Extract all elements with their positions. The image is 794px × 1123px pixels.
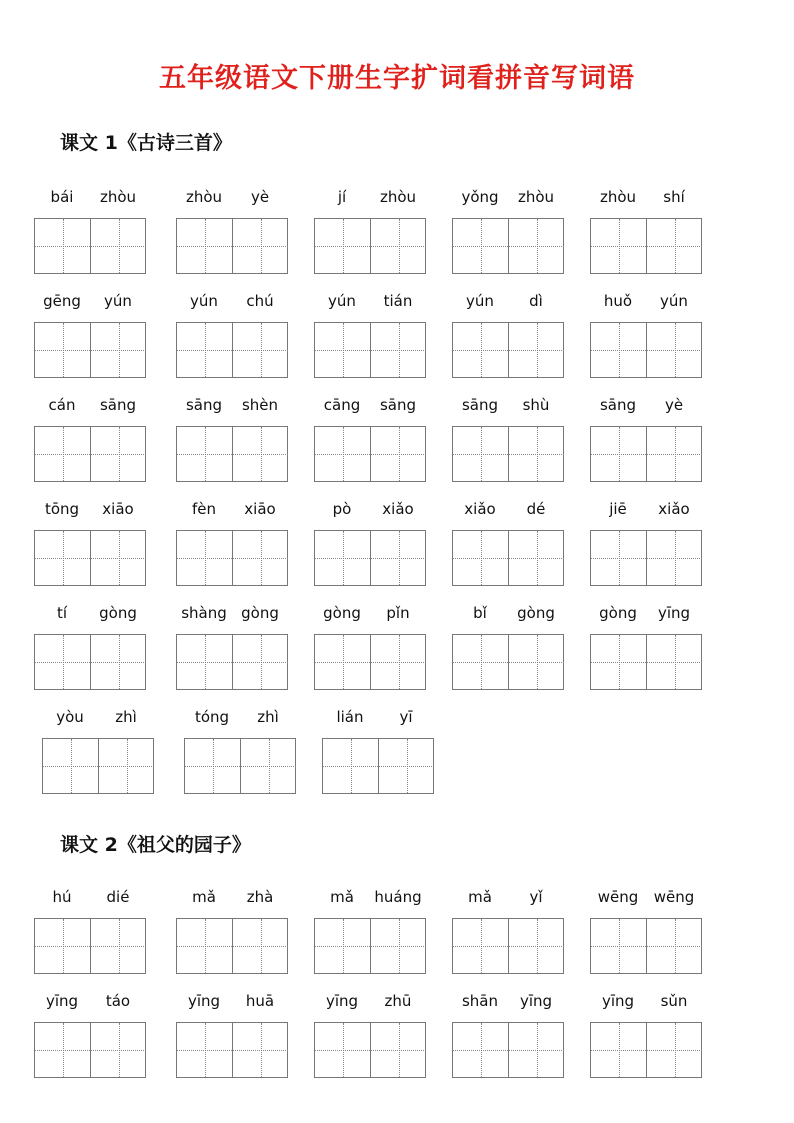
tianzige-cell[interactable] — [240, 739, 296, 793]
pinyin-row — [176, 888, 288, 910]
tianzige-cell[interactable] — [232, 531, 288, 585]
pinyin-syllable: mǎ — [468, 888, 492, 906]
pinyin-row — [314, 396, 426, 418]
tianzige-cell[interactable] — [177, 323, 232, 377]
tianzige-cell[interactable] — [453, 427, 508, 481]
tianzige-cell[interactable] — [315, 219, 370, 273]
tianzige-cell[interactable] — [323, 739, 378, 793]
word-item — [322, 708, 434, 798]
pinyin-syllable: yǐ — [529, 888, 543, 906]
pinyin-syllable: dé — [526, 500, 546, 518]
tianzige-cell[interactable] — [177, 427, 232, 481]
word-item — [590, 396, 702, 486]
word-item — [34, 188, 146, 278]
pinyin-syllable: yún — [466, 292, 494, 310]
pinyin-syllable: sāng — [185, 396, 223, 414]
word-item — [176, 188, 288, 278]
lesson-heading: 课文 1《古诗三首》 — [60, 132, 232, 154]
pinyin-syllable: gòng — [323, 604, 361, 622]
writing-boxes[interactable] — [176, 634, 288, 690]
writing-boxes[interactable] — [184, 738, 296, 794]
word-item — [314, 292, 426, 382]
writing-boxes[interactable] — [452, 218, 564, 274]
pinyin-row — [34, 888, 146, 910]
tianzige-cell[interactable] — [646, 323, 702, 377]
pinyin-syllable: zhòu — [185, 188, 223, 206]
tianzige-cell[interactable] — [177, 219, 232, 273]
tianzige-cell[interactable] — [232, 427, 288, 481]
writing-boxes[interactable] — [176, 530, 288, 586]
pinyin-syllable: dì — [529, 292, 543, 310]
pinyin-syllable: yīng — [657, 604, 691, 622]
pinyin-syllable: shàng — [181, 604, 227, 622]
tianzige-cell[interactable] — [508, 427, 564, 481]
pinyin-row — [322, 708, 434, 730]
tianzige-cell[interactable] — [591, 427, 646, 481]
tianzige-cell[interactable] — [453, 323, 508, 377]
pinyin-syllable: sāng — [599, 396, 637, 414]
writing-boxes[interactable] — [34, 634, 146, 690]
tianzige-cell[interactable] — [591, 919, 646, 973]
tianzige-cell[interactable] — [315, 635, 370, 689]
pinyin-row — [176, 188, 288, 210]
word-item — [452, 188, 564, 278]
pinyin-syllable: xiǎo — [382, 500, 414, 518]
pinyin-syllable: tóng — [194, 708, 230, 726]
tianzige-cell[interactable] — [35, 219, 90, 273]
writing-boxes[interactable] — [34, 918, 146, 974]
word-item — [34, 604, 146, 694]
pinyin-syllable: xiǎo — [464, 500, 496, 518]
writing-boxes[interactable] — [34, 322, 146, 378]
pinyin-row — [590, 888, 702, 910]
pinyin-row — [590, 292, 702, 314]
tianzige-cell[interactable] — [90, 1023, 146, 1077]
word-item — [184, 708, 296, 798]
tianzige-cell[interactable] — [232, 919, 288, 973]
tianzige-cell[interactable] — [43, 739, 98, 793]
tianzige-cell[interactable] — [591, 531, 646, 585]
tianzige-cell[interactable] — [508, 635, 564, 689]
writing-boxes[interactable] — [452, 1022, 564, 1078]
pinyin-row — [590, 992, 702, 1014]
pinyin-syllable: yún — [190, 292, 218, 310]
tianzige-cell[interactable] — [591, 323, 646, 377]
tianzige-cell[interactable] — [370, 427, 426, 481]
pinyin-syllable: zhòu — [99, 188, 137, 206]
word-item — [34, 888, 146, 978]
pinyin-row — [34, 292, 146, 314]
tianzige-cell[interactable] — [378, 739, 434, 793]
writing-boxes[interactable] — [322, 738, 434, 794]
writing-boxes[interactable] — [314, 426, 426, 482]
tianzige-cell[interactable] — [591, 219, 646, 273]
writing-boxes[interactable] — [590, 1022, 702, 1078]
pinyin-syllable: táo — [105, 992, 131, 1010]
word-item — [590, 500, 702, 590]
pinyin-row — [452, 292, 564, 314]
pinyin-syllable: cán — [48, 396, 76, 414]
pinyin-row — [452, 992, 564, 1014]
tianzige-cell[interactable] — [35, 531, 90, 585]
writing-boxes[interactable] — [314, 530, 426, 586]
pinyin-syllable: pǐn — [386, 604, 410, 622]
pinyin-syllable: zhì — [257, 708, 279, 726]
tianzige-cell[interactable] — [370, 1023, 426, 1077]
tianzige-cell[interactable] — [646, 531, 702, 585]
word-item — [176, 292, 288, 382]
pinyin-syllable: zhòu — [379, 188, 417, 206]
tianzige-cell[interactable] — [646, 1023, 702, 1077]
pinyin-row — [176, 992, 288, 1014]
pinyin-syllable: yīng — [325, 992, 359, 1010]
pinyin-row — [314, 888, 426, 910]
pinyin-row — [176, 292, 288, 314]
pinyin-syllable: yòu — [56, 708, 84, 726]
word-item — [42, 708, 154, 798]
writing-boxes[interactable] — [34, 218, 146, 274]
pinyin-row — [34, 500, 146, 522]
word-item — [590, 992, 702, 1082]
pinyin-syllable: gòng — [99, 604, 137, 622]
pinyin-row — [452, 888, 564, 910]
pinyin-syllable: gòng — [241, 604, 279, 622]
tianzige-cell[interactable] — [508, 531, 564, 585]
pinyin-syllable: wēng — [597, 888, 639, 906]
tianzige-cell[interactable] — [646, 427, 702, 481]
tianzige-cell[interactable] — [98, 739, 154, 793]
writing-boxes[interactable] — [590, 918, 702, 974]
tianzige-cell[interactable] — [232, 1023, 288, 1077]
pinyin-syllable: shí — [663, 188, 685, 206]
word-item — [176, 604, 288, 694]
pinyin-syllable: hú — [52, 888, 72, 906]
pinyin-syllable: dié — [106, 888, 130, 906]
pinyin-syllable: pò — [332, 500, 352, 518]
pinyin-syllable: tián — [383, 292, 413, 310]
writing-boxes[interactable] — [42, 738, 154, 794]
word-item — [452, 604, 564, 694]
tianzige-cell[interactable] — [370, 635, 426, 689]
pinyin-syllable: sǔn — [660, 992, 688, 1010]
writing-boxes[interactable] — [176, 1022, 288, 1078]
pinyin-syllable: huā — [245, 992, 275, 1010]
pinyin-row — [176, 604, 288, 626]
tianzige-cell[interactable] — [35, 427, 90, 481]
writing-boxes[interactable] — [590, 634, 702, 690]
tianzige-cell[interactable] — [177, 1023, 232, 1077]
word-item — [452, 396, 564, 486]
pinyin-syllable: yīng — [187, 992, 221, 1010]
tianzige-cell[interactable] — [232, 323, 288, 377]
pinyin-row — [452, 500, 564, 522]
lesson-heading: 课文 2《祖父的园子》 — [60, 834, 251, 856]
pinyin-syllable: wēng — [653, 888, 695, 906]
pinyin-syllable: yún — [104, 292, 132, 310]
tianzige-cell[interactable] — [453, 919, 508, 973]
word-item — [590, 292, 702, 382]
writing-boxes[interactable] — [452, 918, 564, 974]
pinyin-syllable: yǒng — [461, 188, 499, 206]
writing-boxes[interactable] — [314, 1022, 426, 1078]
pinyin-syllable: cāng — [323, 396, 361, 414]
word-item — [314, 992, 426, 1082]
pinyin-row — [314, 992, 426, 1014]
word-item — [314, 888, 426, 978]
pinyin-syllable: xiǎo — [658, 500, 690, 518]
pinyin-row — [34, 396, 146, 418]
tianzige-cell[interactable] — [177, 919, 232, 973]
pinyin-syllable: tōng — [44, 500, 80, 518]
tianzige-cell[interactable] — [90, 635, 146, 689]
pinyin-syllable: shān — [461, 992, 499, 1010]
pinyin-row — [314, 604, 426, 626]
writing-boxes[interactable] — [590, 218, 702, 274]
pinyin-syllable: yè — [664, 396, 684, 414]
pinyin-syllable: gēng — [43, 292, 81, 310]
pinyin-syllable: xiāo — [102, 500, 134, 518]
writing-boxes[interactable] — [176, 218, 288, 274]
pinyin-syllable: chú — [246, 292, 274, 310]
writing-boxes[interactable] — [314, 634, 426, 690]
pinyin-syllable: yīng — [519, 992, 553, 1010]
writing-boxes[interactable] — [314, 918, 426, 974]
writing-boxes[interactable] — [452, 426, 564, 482]
pinyin-syllable: yún — [328, 292, 356, 310]
pinyin-row — [590, 604, 702, 626]
tianzige-cell[interactable] — [646, 635, 702, 689]
pinyin-syllable: jiē — [609, 500, 627, 518]
word-item — [452, 888, 564, 978]
tianzige-cell[interactable] — [90, 427, 146, 481]
pinyin-syllable: lián — [336, 708, 364, 726]
tianzige-cell[interactable] — [508, 919, 564, 973]
tianzige-cell[interactable] — [315, 427, 370, 481]
writing-boxes[interactable] — [34, 426, 146, 482]
tianzige-cell[interactable] — [315, 531, 370, 585]
word-item — [590, 188, 702, 278]
pinyin-syllable: sāng — [379, 396, 417, 414]
pinyin-syllable: zhòu — [517, 188, 555, 206]
pinyin-syllable: huǒ — [603, 292, 633, 310]
writing-boxes[interactable] — [452, 634, 564, 690]
pinyin-row — [34, 992, 146, 1014]
pinyin-syllable: huáng — [374, 888, 422, 906]
word-item — [34, 500, 146, 590]
writing-boxes[interactable] — [34, 530, 146, 586]
word-item — [176, 992, 288, 1082]
word-item — [452, 992, 564, 1082]
pinyin-syllable: gòng — [599, 604, 637, 622]
tianzige-cell[interactable] — [453, 635, 508, 689]
pinyin-syllable: yī — [399, 708, 413, 726]
pinyin-row — [176, 396, 288, 418]
word-item — [590, 604, 702, 694]
word-item — [590, 888, 702, 978]
tianzige-cell[interactable] — [591, 635, 646, 689]
tianzige-cell[interactable] — [315, 1023, 370, 1077]
pinyin-syllable: yīng — [601, 992, 635, 1010]
word-item — [314, 396, 426, 486]
tianzige-cell[interactable] — [232, 635, 288, 689]
tianzige-cell[interactable] — [35, 919, 90, 973]
tianzige-cell[interactable] — [185, 739, 240, 793]
pinyin-syllable: fèn — [191, 500, 217, 518]
word-item — [34, 992, 146, 1082]
word-item — [176, 396, 288, 486]
pinyin-row — [314, 292, 426, 314]
pinyin-row — [590, 500, 702, 522]
pinyin-row — [314, 188, 426, 210]
pinyin-syllable: yè — [250, 188, 270, 206]
pinyin-syllable: yīng — [45, 992, 79, 1010]
writing-boxes[interactable] — [314, 322, 426, 378]
tianzige-cell[interactable] — [177, 635, 232, 689]
tianzige-cell[interactable] — [453, 531, 508, 585]
word-item — [34, 396, 146, 486]
tianzige-cell[interactable] — [177, 531, 232, 585]
pinyin-row — [34, 188, 146, 210]
tianzige-cell[interactable] — [35, 1023, 90, 1077]
word-item — [314, 500, 426, 590]
tianzige-cell[interactable] — [90, 919, 146, 973]
tianzige-cell[interactable] — [90, 219, 146, 273]
pinyin-syllable: bǐ — [473, 604, 487, 622]
pinyin-syllable: mǎ — [330, 888, 354, 906]
writing-boxes[interactable] — [452, 530, 564, 586]
tianzige-cell[interactable] — [508, 1023, 564, 1077]
writing-boxes[interactable] — [452, 322, 564, 378]
word-item — [176, 500, 288, 590]
pinyin-row — [452, 188, 564, 210]
tianzige-cell[interactable] — [646, 219, 702, 273]
word-item — [34, 292, 146, 382]
tianzige-cell[interactable] — [453, 1023, 508, 1077]
pinyin-syllable: zhì — [115, 708, 137, 726]
pinyin-syllable: xiāo — [244, 500, 276, 518]
tianzige-cell[interactable] — [232, 219, 288, 273]
writing-boxes[interactable] — [590, 426, 702, 482]
pinyin-syllable: sāng — [99, 396, 137, 414]
pinyin-syllable: tí — [56, 604, 68, 622]
pinyin-row — [42, 708, 154, 730]
pinyin-row — [590, 396, 702, 418]
page-title: 五年级语文下册生字扩词看拼音写词语 — [159, 63, 635, 94]
pinyin-syllable: zhū — [384, 992, 412, 1010]
tianzige-cell[interactable] — [508, 323, 564, 377]
writing-boxes[interactable] — [176, 322, 288, 378]
pinyin-row — [34, 604, 146, 626]
pinyin-syllable: jí — [337, 188, 347, 206]
tianzige-cell[interactable] — [315, 919, 370, 973]
tianzige-cell[interactable] — [370, 919, 426, 973]
pinyin-syllable: bái — [50, 188, 74, 206]
word-item — [314, 604, 426, 694]
pinyin-syllable: zhà — [246, 888, 274, 906]
tianzige-cell[interactable] — [508, 219, 564, 273]
pinyin-syllable: sāng — [461, 396, 499, 414]
writing-boxes[interactable] — [34, 1022, 146, 1078]
pinyin-row — [314, 500, 426, 522]
word-item — [176, 888, 288, 978]
pinyin-row — [452, 604, 564, 626]
pinyin-row — [590, 188, 702, 210]
word-item — [452, 292, 564, 382]
tianzige-cell[interactable] — [453, 219, 508, 273]
writing-boxes[interactable] — [590, 322, 702, 378]
tianzige-cell[interactable] — [315, 323, 370, 377]
tianzige-cell[interactable] — [370, 323, 426, 377]
tianzige-cell[interactable] — [90, 323, 146, 377]
tianzige-cell[interactable] — [35, 323, 90, 377]
writing-boxes[interactable] — [590, 530, 702, 586]
pinyin-syllable: zhòu — [599, 188, 637, 206]
word-item — [314, 188, 426, 278]
tianzige-cell[interactable] — [90, 531, 146, 585]
tianzige-cell[interactable] — [35, 635, 90, 689]
pinyin-row — [176, 500, 288, 522]
pinyin-row — [452, 396, 564, 418]
pinyin-syllable: mǎ — [192, 888, 216, 906]
pinyin-syllable: yún — [660, 292, 688, 310]
writing-boxes[interactable] — [176, 426, 288, 482]
pinyin-row — [184, 708, 296, 730]
writing-boxes[interactable] — [176, 918, 288, 974]
pinyin-syllable: shèn — [241, 396, 279, 414]
pinyin-syllable: gòng — [517, 604, 555, 622]
tianzige-cell[interactable] — [370, 219, 426, 273]
tianzige-cell[interactable] — [646, 919, 702, 973]
writing-boxes[interactable] — [314, 218, 426, 274]
tianzige-cell[interactable] — [370, 531, 426, 585]
tianzige-cell[interactable] — [591, 1023, 646, 1077]
word-item — [452, 500, 564, 590]
pinyin-syllable: shù — [522, 396, 550, 414]
